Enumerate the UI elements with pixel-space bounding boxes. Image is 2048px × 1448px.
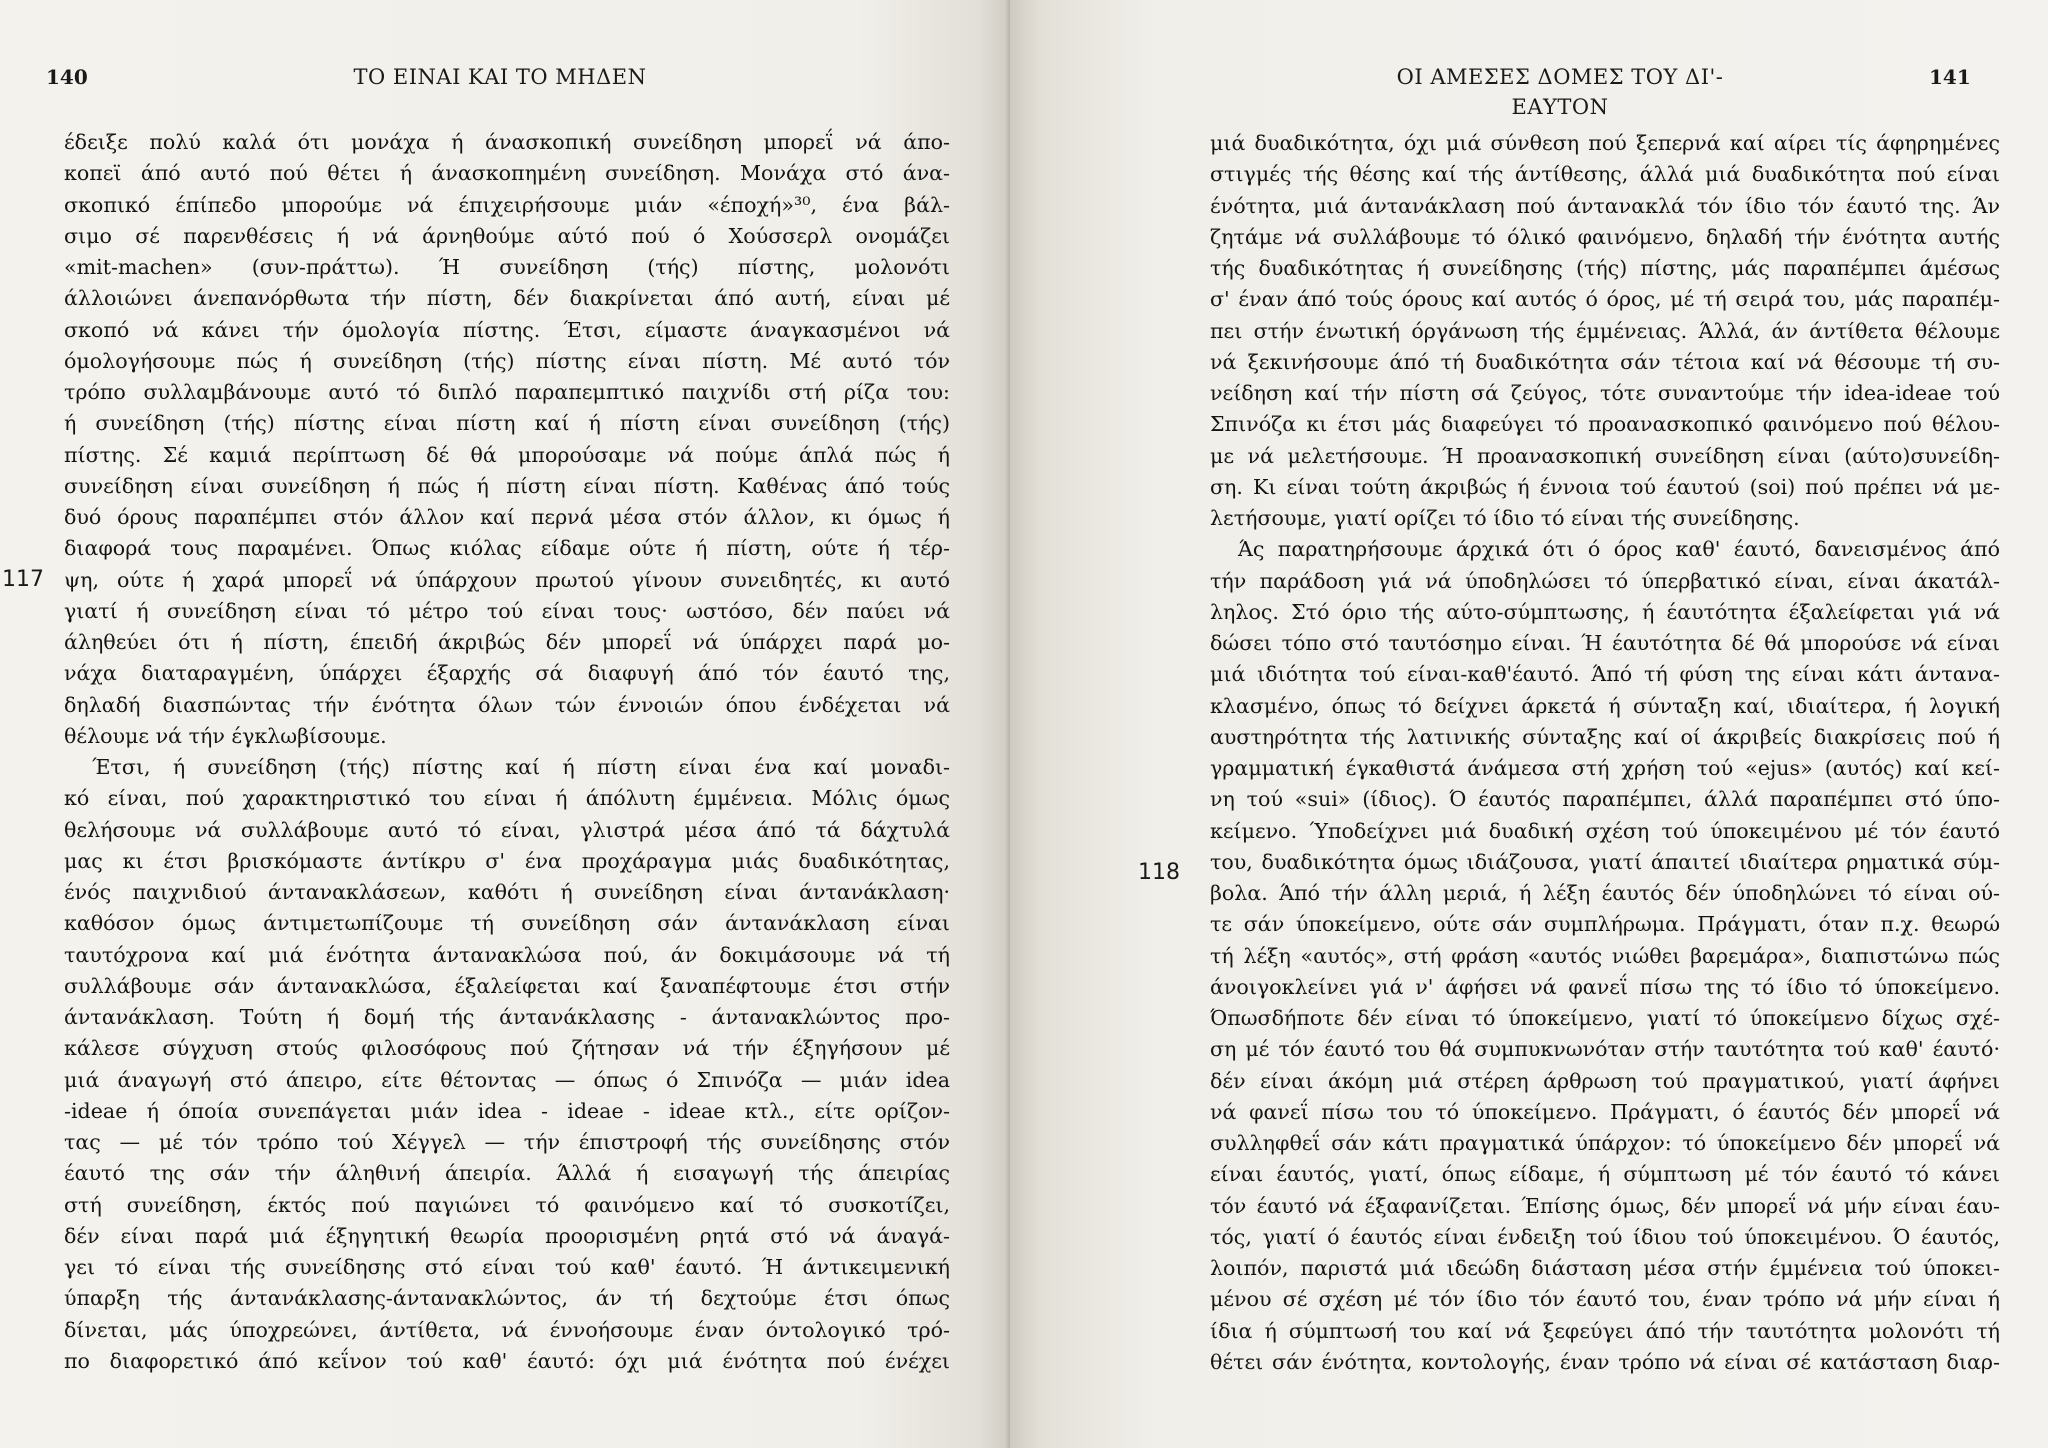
text-line: κοπεϊ άπό αυτό πού θέτει ή άνασκοπημένη συνείδηση. Μονάχα στό άνα- (64, 161, 950, 186)
text-line: ίδια ή σύμπτωσή του καί νά ξεφεύγει άπό τήν ταυτότητα μολονότι τή (1210, 1318, 2000, 1343)
text-line: κλασμένο, όπως τό δείχνει άρκετά ή σύνταξη καί, ιδιαίτερα, ή λογική (1210, 693, 2000, 718)
text-line: μας κι έτσι βρισκόμαστε άντίκρυ σ' ένα προχάραγμα μιάς δυαδικότητας, (64, 848, 950, 873)
text-line: συλληφθεΐ σάν κάτι πραγματικά ύπάρχον: τό ύποκείμενο δέν μπορεΐ νά (1210, 1131, 2000, 1155)
text-line: βολα. Άπό τήν άλλη μεριά, ή λέξη έαυτός δέν ύποδηλώνει τό είναι ού- (1210, 881, 2000, 905)
right-page (1010, 0, 2048, 1448)
text-line: τε σάν ύποκείμενο, ούτε σάν συμπλήρωμα. Πράγματι, όταν π.χ. θεωρώ (1210, 912, 2000, 937)
text-line: πίστης. Σέ καμιά περίπτωση δέ θά μπορούσαμε νά πούμε άπλά πώς ή (64, 442, 950, 467)
page-number-left: 140 (46, 65, 88, 89)
text-line: Έτσι, ή συνείδηση (τής) πίστης καί ή πίστη είναι ένα καί μοναδι- (92, 755, 950, 779)
text-line: νείδηση καί τήν πίστη σά ζεύγος, τότε συναντούμε τήν idea-ideae τού (1210, 381, 2000, 405)
text-line: γει τό είναι τής συνείδησης στό είναι τού καθ' έαυτό. Ή άντικειμενική (64, 1255, 950, 1279)
text-line: σ' έναν άπό τούς όρους καί αυτός ό όρος, μέ τή σειρά του, μάς παραπέμ- (1210, 287, 2000, 312)
text-line: νά φανεΐ πίσω του τό ύποκείμενο. Πράγματι, ό έαυτός δέν μπορεΐ νά (1210, 1099, 2000, 1124)
text-line: ένός παιχνιδιού άντανακλάσεων, καθότι ή συνείδηση είναι άντανάκλαση· (64, 880, 950, 904)
text-line: θελήσουμε νά συλλάβουμε αυτό τό είναι, γλιστρά μέσα άπό τά δάχτυλά (64, 817, 950, 842)
left-page (0, 0, 1010, 1448)
text-line: συλλάβουμε σάν άντανακλώσα, έξαλείφεται καί ξαναπέφτουμε έτσι στήν (64, 973, 950, 998)
text-line: τας — μέ τόν τρόπο τού Χέγγελ — τήν έπιστροφή τής συνείδησης στόν (64, 1130, 950, 1154)
text-line: έδειξε πολύ καλά ότι μονάχα ή άνασκοπική συνείδηση μπορεΐ νά άπο- (64, 130, 950, 154)
text-line: ένότητα, μιά άντανάκλαση πού άντανακλά τόν ίδιο τόν έαυτό της. Άν (1210, 193, 2000, 218)
text-line: λοιπόν, παριστά μιά ιδεώδη διάσταση μέσα στήν έμμένεια τού ύποκει- (1210, 1256, 2000, 1280)
right-body-text (1210, 128, 2000, 1378)
text-line: νάχα διαταραγμένη, ύπάρχει έξαρχής σά διαφυγή άπό τόν έαυτό της, (64, 661, 950, 686)
running-head-left: ΤΟ ΕΙΝΑΙ ΚΑΙ ΤΟ ΜΗΔΕΝ (353, 65, 647, 89)
text-line: τρόπο συλλαμβάνουμε αυτό τό διπλό παραπεμπτικό παιχνίδι στή ρίζα του: (64, 380, 950, 404)
text-line: διαφορά τους παραμένει. Όπως κιόλας είδαμε ούτε ή πίστη, ούτε ή τέρ- (64, 536, 950, 561)
text-line: δίνεται, μάς ύποχρεώνει, άντίθετα, νά έννοήσουμε έναν όντολογικό τρό- (64, 1317, 950, 1342)
text-line: γραμματική έγκαθιστά άνάμεσα στή χρήση τού «ejus» (αυτός) καί κεί- (1210, 756, 2000, 780)
text-line: ζητάμε νά συλλάβουμε τό όλικό φαινόμενο, δηλαδή τήν ένότητα αυτής (1210, 224, 2000, 249)
text-line: ύπαρξη τής άντανάκλασης-άντανακλώντος, άν τή δεχτούμε έτσι όπως (64, 1286, 950, 1311)
text-line: τήν παράδοση γιά νά ύποδηλώσει τό ύπερβατικό είναι, είναι άκατάλ- (1210, 568, 2000, 593)
text-line: στή συνείδηση, έκτός πού παγιώνει τό φαινόμενο καί τό συσκοτίζει, (64, 1192, 950, 1217)
text-line: μιά άναγωγή στό άπειρο, είτε θέτοντας — όπως ό Σπινόζα — μιάν idea (64, 1067, 950, 1092)
text-line: ληλος. Στό όριο τής αύτο-σύμπτωσης, ή έαυτότητα έξαλείφεται γιά νά (1210, 599, 2000, 624)
text-line: κείμενο. Ύποδείχνει μιά δυαδική σχέση τού ύποκειμένου μέ τόν έαυτό (1210, 818, 2000, 843)
text-line: λετήσουμε, γιατί ορίζει τό ίδιο τό είναι τής συνείδησης. (1210, 506, 1800, 530)
text-line: γιατί ή συνείδηση είναι τό μέτρο τού είναι τους· ωστόσο, δέν παύει νά (64, 598, 950, 623)
margin-number-left: 117 (2, 567, 44, 592)
text-line: συνείδηση είναι συνείδηση ή πώς ή πίστη είναι πίστη. Καθένας άπό τούς (64, 473, 950, 498)
text-line: τός, γιατί ό έαυτός είναι ένδειξη τού ίδιου τού ύποκειμένου. Ό έαυτός, (1210, 1224, 2000, 1249)
text-line: κό είναι, πού χαρακτηριστικό του είναι ή άπόλυτη έμμένεια. Μόλις όμως (64, 786, 950, 811)
text-line: όμολογήσουμε πώς ή συνείδηση (τής) πίστης είναι πίστη. Μέ αυτό τόν (64, 348, 950, 373)
text-line: Σπινόζα κι έτσι μάς διαφεύγει τό προανασκοπικό φαινόμενο πού θέλου- (1210, 412, 2000, 437)
text-line: Άς παρατηρήσουμε άρχικά ότι ό όρος καθ' έαυτό, δανεισμένος άπό (1238, 537, 2000, 562)
text-line: μένου σέ σχέση μέ τόν ίδιο τόν έαυτό του, έναν τρόπο νά μήν είναι ή (1210, 1287, 2000, 1312)
text-line: με νά μελετήσουμε. Ή προανασκοπική συνείδηση είναι (αύτο)συνείδη- (1210, 443, 2000, 468)
text-line: δέν είναι παρά μιά έξηγητική θεωρία προορισμένη ρητά στό νά άναγά- (64, 1223, 950, 1248)
text-line: -ideae ή όποία συνεπάγεται μιάν idea - ideae - ideae κτλ., είτε ορίζον- (64, 1098, 950, 1123)
text-line: ψη, ούτε ή χαρά μπορεΐ νά ύπάρχουν πρωτού γίνουν συνειδητές, κι αυτό (64, 567, 950, 592)
text-line: θέτει σάν ένότητα, κοντολογής, έναν τρόπο νά είναι σέ κατάσταση διαρ- (1210, 1349, 2000, 1374)
text-line: Όπωσδήποτε δέν είναι τό ύποκείμενο, γιατί τό ύποκείμενο δίχως σχέ- (1210, 1006, 2000, 1030)
left-body-text (64, 127, 950, 1377)
text-line: πει στήν ένωτική όργάνωση τής έμμένειας. Άλλά, άν άντίθετα θέλουμε (1210, 318, 2000, 343)
text-line: τόν έαυτό νά έξαφανίζεται. Έπίσης όμως, δέν μπορεΐ νά μήν είναι έαυ- (1210, 1193, 2000, 1218)
text-line: «mit-machen» (συν-πράττω). Ή συνείδηση (τής) πίστης, μολονότι (64, 255, 950, 279)
text-line: σκοπικό έπίπεδο μπορούμε νά έπιχειρήσουμε μιάν «έποχή»³⁰, ένα βάλ- (64, 192, 950, 217)
text-line: δέν είναι άκόμη μιά στέρεη άρθρωση τού πραγματικού, γιατί άφήνει (1210, 1068, 2000, 1093)
text-line: αυστηρότητα τής λατινικής σύνταξης καί οί άκριβείς διακρίσεις πού ή (1210, 724, 2000, 749)
text-line: δηλαδή διασπώντας τήν ένότητα όλων τών έννοιών όπου ένδέχεται νά (64, 692, 950, 717)
text-line: ταυτόχρονα καί μιά ένότητα άντανακλώσα πού, άν δοκιμάσουμε νά τή (64, 942, 950, 967)
text-line: μιά δυαδικότητα, όχι μιά σύνθεση πού ξεπερνά καί αίρει τίς άφηρημένες (1210, 131, 2000, 155)
text-line: πο διαφορετικό άπό κεΐνον τού καθ' έαυτό: όχι μιά ένότητα πού ένέχει (64, 1348, 950, 1373)
text-line: τή λέξη «αυτός», στή φράση «αυτός νιώθει βαρεμάρα», διαπιστώνω πώς (1210, 943, 2000, 968)
margin-number-right: 118 (1138, 860, 1180, 885)
text-line: μιά ιδιότητα τού είναι-καθ'έαυτό. Άπό τή φύση της είναι κάτι άντανα- (1210, 662, 2000, 687)
text-line: τής δυαδικότητας ή συνείδησης (τής) πίστης, μάς παραπέμπει άμέσως (1210, 256, 2000, 280)
text-line: άντανάκλαση. Τούτη ή δομή τής άντανάκλασης - άντανακλώντος προ- (64, 1005, 950, 1029)
text-line: θέλουμε νά τήν έγκλωβίσουμε. (64, 723, 387, 748)
text-line: δυό όρους παραπέμπει στόν άλλον καί περνά μέσα στόν άλλον, κι όμως ή (64, 505, 950, 529)
text-line: σιμο σέ παρενθέσεις ή νά άρνηθούμε αύτό πού ό Χούσσερλ ονομάζει (64, 223, 950, 248)
text-line: είναι έαυτός, γιατί, όπως είδαμε, ή σύμπτωση μέ τόν έαυτό τό κάνει (1210, 1162, 2000, 1187)
page-number-right: 141 (1929, 65, 1971, 89)
text-line: ση. Κι είναι τούτη άκριβώς ή έννοια τού έαυτού (soi) πού πρέπει νά με- (1210, 474, 2000, 499)
text-line: νά ξεκινήσουμε άπό τή δυαδικότητα σάν τέτοια καί νά θέσουμε τή συ- (1210, 349, 2000, 374)
text-line: άνοιγοκλείνει γιά ν' άφήσει νά φανεΐ πίσω της τό ίδιο τό ύποκείμενο. (1210, 974, 2000, 999)
running-head-right: ΟΙ ΑΜΕΣΕΣ ΔΟΜΕΣ ΤΟΥ ΔΙ'-ΕΑΥΤΟΝ (1396, 65, 1724, 119)
text-line: ή συνείδηση (τής) πίστης είναι πίστη καί ή πίστη είναι συνείδηση (τής) (64, 411, 950, 436)
text-line: κάλεσε σύγχυση στούς φιλοσόφους πού ζήτησαν νά τήν έξηγήσουν μέ (64, 1036, 950, 1061)
text-line: άλλοιώνει άνεπανόρθωτα τήν πίστη, δέν διακρίνεται άπό αυτή, είναι μέ (64, 286, 950, 311)
text-line: δώσει τόπο στό ταυτόσημο είναι. Ή έαυτότητα δέ θά μπορούσε νά είναι (1210, 631, 2000, 655)
text-line: νη τού «sui» (ίδιος). Ό έαυτός παραπέμπει, άλλά παραπέμπει στό ύπο- (1210, 787, 2000, 812)
text-line: στιγμές τής θέσης καί τής άντίθεσης, άλλά μιά δυαδικότητα πού είναι (1210, 162, 2000, 187)
text-line: καθόσον όμως άντιμετωπίζουμε τή συνείδηση σάν άντανάκλαση είναι (64, 911, 950, 936)
text-line: σκοπό νά κάνει τήν όμολογία πίστης. Έτσι, είμαστε άναγκασμένοι νά (64, 317, 950, 342)
text-line: άληθεύει ότι ή πίστη, έπειδή άκριβώς δέν μπορεΐ νά ύπάρχει παρά μο- (64, 630, 950, 654)
text-line: του, δυαδικότητα όμως ιδιάζουσα, γιατί άπαιτεί ιδιαίτερα ρηματικά σύμ- (1210, 849, 2000, 874)
text-line: ση μέ τόν έαυτό του θά συμπυκνωνόταν στήν ταυτότητα τού καθ' έαυτό· (1210, 1037, 2000, 1062)
text-line: έαυτό της σάν τήν άληθινή άπειρία. Άλλά ή εισαγωγή τής άπειρίας (64, 1161, 950, 1186)
